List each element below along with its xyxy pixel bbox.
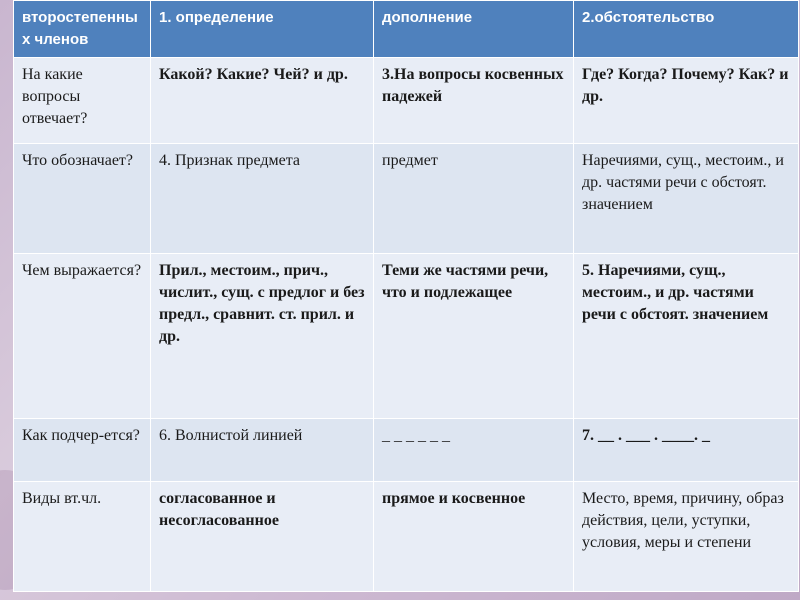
row-label: Как подчер-ется?: [14, 419, 151, 482]
table-cell: Наречиями, сущ., местоим., и др. частями речи с обстоят. значением: [574, 144, 799, 254]
table-cell: предмет: [374, 144, 574, 254]
table-cell: 5. Наречиями, сущ., местоим., и др. частями речи с обстоят. значением: [574, 254, 799, 419]
table-cell: Прил., местоим., прич., числит., сущ. с предлог и без предл., сравнит. ст. прил. и др.: [151, 254, 374, 419]
table-cell: _ _ _ _ _ _: [374, 419, 574, 482]
row-label: Чем выражается?: [14, 254, 151, 419]
table-cell: 6. Волнистой линией: [151, 419, 374, 482]
table-cell: Где? Когда? Почему? Как? и др.: [574, 58, 799, 144]
table-row: [14, 254, 799, 419]
row-label: На какие вопросы отвечает?: [14, 58, 151, 144]
table-cell: согласованное и несогласованное: [151, 482, 374, 592]
table-row: [14, 58, 799, 144]
header-row: [14, 1, 799, 58]
header-circumstance: 2.обстоятельство: [574, 1, 799, 58]
table-cell: 3.На вопросы косвенных падежей: [374, 58, 574, 144]
syntax-table: [13, 0, 799, 592]
table-row: [14, 419, 799, 482]
table-cell: 4. Признак предмета: [151, 144, 374, 254]
table-row: [14, 144, 799, 254]
header-members: второстепенных членов: [14, 1, 151, 58]
table-cell: Место, время, причину, образ действия, цели, уступки, условия, меры и степени: [574, 482, 799, 592]
header-object: дополнение: [374, 1, 574, 58]
table-cell: прямое и косвенное: [374, 482, 574, 592]
header-definition: 1. определение: [151, 1, 374, 58]
table-row: [14, 482, 799, 592]
table-cell: 7. __ . ___ . ____. _: [574, 419, 799, 482]
row-label: Что обозначает?: [14, 144, 151, 254]
table-cell: Теми же частями речи, что и подлежащее: [374, 254, 574, 419]
table-cell: Какой? Какие? Чей? и др.: [151, 58, 374, 144]
row-label: Виды вт.чл.: [14, 482, 151, 592]
